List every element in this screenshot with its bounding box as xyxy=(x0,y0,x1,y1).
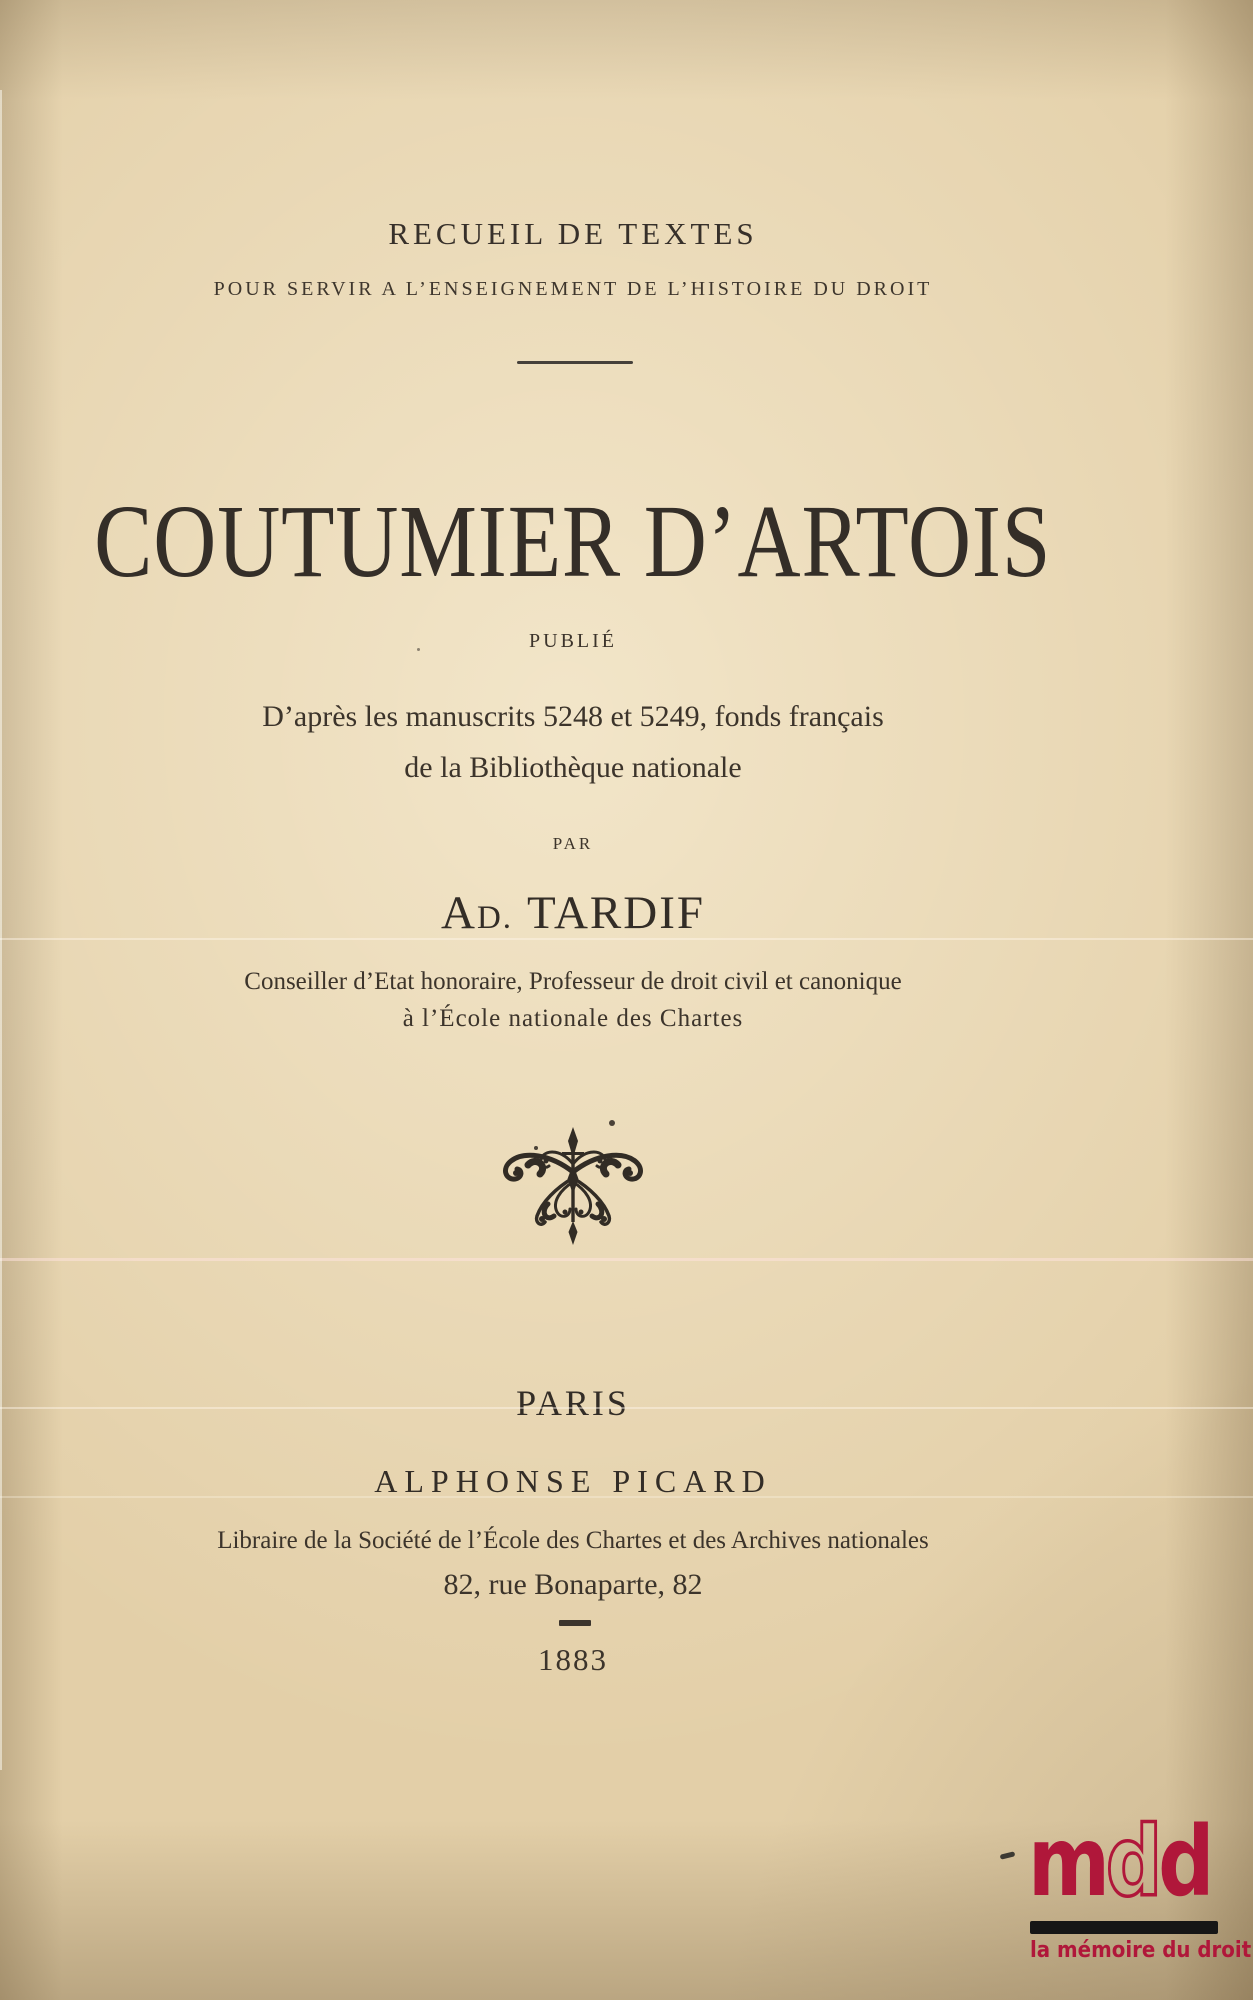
scan-streak xyxy=(0,1258,1253,1261)
scan-edge-highlight xyxy=(0,90,2,1770)
logo-underline-bar xyxy=(1030,1921,1218,1934)
series-subtitle: POUR SERVIR A L’ENSEIGNEMENT DE L’HISTOIRE DU DROIT xyxy=(213,278,933,300)
manuscript-source-line-1: D’après les manuscrits 5248 et 5249, fonds français xyxy=(262,700,884,733)
author-initial-small: D. xyxy=(476,900,514,936)
publisher-description: Libraire de la Société de l’École des Chartes et des Archives nationales xyxy=(217,1527,929,1554)
manuscript-source-line-2: de la Bibliothèque nationale xyxy=(404,751,742,784)
mdd-logo-word xyxy=(1028,1806,1211,1918)
year-separator-dash xyxy=(559,1620,591,1626)
author-surname: TARDIF xyxy=(527,887,705,939)
author-credit-line-2: à l’École nationale des Chartes xyxy=(402,1005,744,1032)
published-label: PUBLIÉ xyxy=(529,630,617,652)
scan-streak xyxy=(0,1496,1253,1498)
book-title xyxy=(0,482,1146,601)
paper-speck xyxy=(417,648,420,651)
author-initial-cap: A xyxy=(440,887,477,939)
paper-speck xyxy=(1000,1851,1016,1859)
by-label: PAR xyxy=(552,834,594,853)
fleuron-ornament-icon xyxy=(488,1126,658,1246)
publication-year: 1883 xyxy=(538,1642,608,1677)
publisher-address: 82, rue Bonaparte, 82 xyxy=(443,1568,703,1601)
logo-letter-m: m xyxy=(1028,1806,1106,1918)
book-title-text: COUTUMIER D’ARTOIS xyxy=(94,484,1052,599)
series-title: RECUEIL DE TEXTES xyxy=(388,216,758,251)
logo-letter-d-outline: d xyxy=(1105,1806,1159,1918)
scan-streak xyxy=(0,1407,1253,1409)
logo-letter-d: d xyxy=(1158,1806,1211,1918)
paper-speck xyxy=(534,1146,538,1150)
author-credit-line-1: Conseiller d’Etat honoraire, Professeur de droit civil et canonique xyxy=(244,968,902,995)
scan-streak xyxy=(0,938,1253,940)
logo-tagline: la mémoire du droit xyxy=(1030,1938,1252,1963)
separator-rule xyxy=(517,361,633,364)
paper-speck xyxy=(609,1120,615,1126)
city: PARIS xyxy=(516,1383,630,1423)
publisher-name: ALPHONSE PICARD xyxy=(374,1463,772,1499)
author-name xyxy=(0,886,1146,940)
